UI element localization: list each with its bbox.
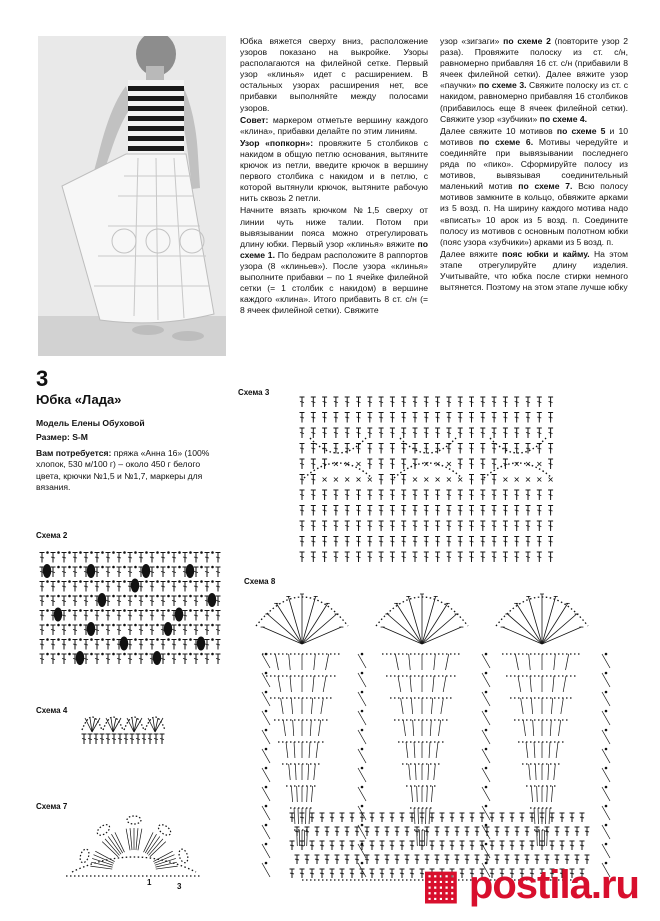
paragraph: Начните вязать крючком №1,5 сверху от линии чуть ниже талии. Потом при вывязывании пояса можно отрегулировать длину юбки. Первый узор «клинья» вяжите по схеме 1. По бедрам расположите 8 раппортов узора (8 «клиньев»). После узора «клинья» выполните прибавки – по 1 ячейке филейной сетки (= 1 столбик с накидом) в вершине каждого «клина». Итого прибавить 8 ст. с/н (= 8 ячеек филейной сетки). Свяжите <box>240 205 428 316</box>
paragraph: узор «зигзаги» по схеме 2 (повторите узор 2 раза). Провяжите полоску из ст. с/н, равномерно прибавляя 16 ст. с/н (прибавили 8 ячеек филейной сетки). Далее вяжите узор «паучки» по схеме 3. Свяжите полоску из ст. с накидом, равномерно прибавляя 16 столбиков (прибавилось еще 8 ячеек филейной сетки). Свяжите узор «зубчики» по схеме 4. <box>440 36 629 124</box>
scheme-4-diagram <box>80 700 170 750</box>
model-photo <box>38 36 226 356</box>
marker-1: 1 <box>147 878 152 887</box>
watermark-icon: ▦ <box>422 863 469 907</box>
instructions-column-2 <box>440 36 628 294</box>
scheme-4-label: Схема 4 <box>36 706 68 715</box>
pattern-number: 3 <box>36 366 49 391</box>
paragraph: Далее свяжите 10 мотивов по схеме 5 и 10 мотивов по схеме 6. Мотивы чередуйте и соединяйте при вывязывании последнего ряда по «пико». Сформируйте полосу из мотивов, вывязывая соединительный маленький мотив по схеме 7. Всю полосу мотивов замкните в кольцо, обвяжите арками из 5 возд. п. На ширину каждого мотива надо «вписать» 10 арок из 5 возд. п. Соедините полосу из мотивов с основным полотном юбки (пояс узора «зубчики») арками из 5 возд. п. <box>440 125 629 247</box>
popcorn-paragraph: Узор «попкорн»: провяжите 5 столбиков с накидом в общую петлю основания, вытяните крючок из петли, введите крючок в вершину первого столбика с накидом и в петлю, с которой вытянули крючок, вытяните рабочую нить сквозь 2 петли. <box>240 137 428 204</box>
paragraph: Юбка вяжется сверху вниз, расположение узоров показано на выкройке. Узоры располагаются на филейной сетке. Первый узор «клинья» идет с расширением. В остальных узорах расширения нет, все прибавки выполняйте между полосами узоров. <box>240 36 428 113</box>
scheme-3-diagram <box>298 378 568 568</box>
scheme-2-label: Схема 2 <box>36 531 68 540</box>
pattern-title: Юбка «Лада» <box>36 392 122 407</box>
scheme-8-label: Схема 8 <box>244 577 276 586</box>
scheme-7-label: Схема 7 <box>36 802 68 811</box>
scheme-8-diagram <box>262 574 632 894</box>
instructions-column-1 <box>240 36 428 317</box>
watermark: ▦ postila.ru <box>422 863 639 907</box>
author: Модель Елены Обуховой <box>36 418 145 428</box>
materials: Вам потребуется: пряжа «Анна 16» (100% хлопок, 530 м/100 г) – около 450 г белого цвета, крючки №1,5 и №1,7, маркеры для вязания. <box>36 448 210 493</box>
scheme-7-diagram <box>64 794 204 884</box>
marker-3: 3 <box>177 882 182 891</box>
scheme-2-diagram <box>36 546 230 670</box>
scheme-3-label: Схема 3 <box>238 388 270 397</box>
tip-paragraph: Совет: маркером отметьте вершину каждого «клина», прибавки делайте по этим линиям. <box>240 114 428 136</box>
paragraph: Далее вяжите пояс юбки и кайму. На этом этапе отрегулируйте длину изделия. Учитывайте, что юбка после стирки немного вытянется. Поэтому на этом этапе лучше юбку <box>440 248 628 293</box>
size: Размер: S-M <box>36 432 88 442</box>
